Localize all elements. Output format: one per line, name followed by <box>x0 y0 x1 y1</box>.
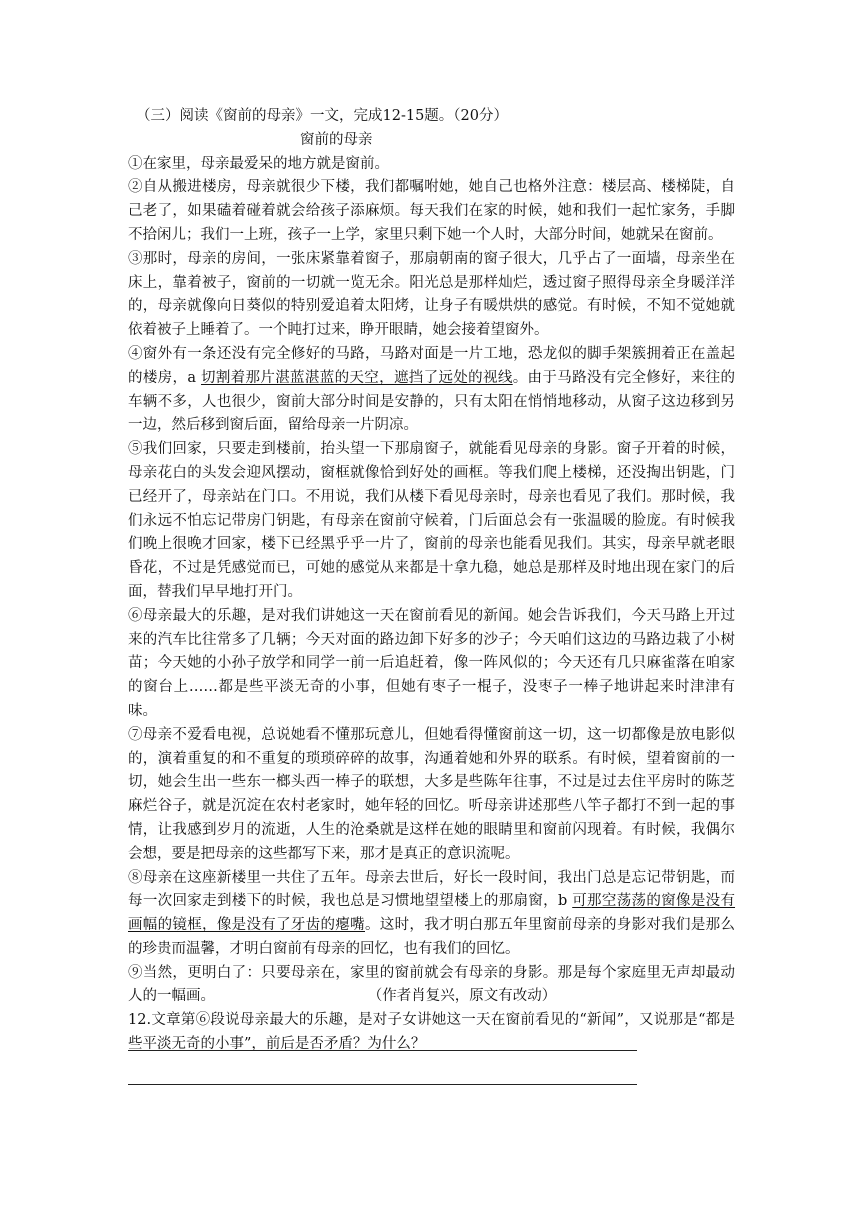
paragraph-2: ②自从搬进楼房，母亲就很少下楼，我们都嘱咐她，她自己也格外注意：楼层高、楼梯陡，自己老了，如果磕着碰着就会给孩子添麻烦。每天我们在家的时候，她和我们一起忙家务，手脚不拾闲儿；我们一上班，孩子一上学，家里只剩下她一个人时，大部分时间，她就呆在窗前。 <box>128 179 735 243</box>
paragraph-4-text-end: 。由于马路没有完全修好，来往的车辆不多，人也很少，窗前大部分时间是安静的，只有太阳在悄悄地移动，从窗子这边移到另一边，然后移到窗后面，留给母亲一片阴凉。 <box>128 369 736 434</box>
reading-passage <box>128 105 735 1057</box>
paragraph-7: ⑦母亲不爱看电视，总说她看不懂那玩意儿，但她看得懂窗前这一切，这一切都像是放电影似的，演着重复的和不重复的琐琐碎碎的故事，沟通着她和外界的联系。有时候，望着窗前的一切，她会生出一些东一榔头西一棒子的联想，大多是些陈年往事，不过是过去住平房时的陈芝麻烂谷子，就是沉淀在农村老家时，她年轻的回忆。听母亲讲述那些八竿子都打不到一起的事情，让我感到岁月的流逝，人生的沧桑就是这样在她的眼睛里和窗前闪现着。有时候，我偶尔会想，要是把母亲的这些都写下来，那才是真正的意识流呢。 <box>128 726 735 862</box>
paragraph-6: ⑥母亲最大的乐趣，是对我们讲她这一天在窗前看见的新闻。她会告诉我们，今天马路上开过来的汽车比往常多了几辆；今天对面的路边卸下好多的沙子；今天咱们这边的马路边栽了小树苗；今天她的小孙子放学和同学一前一后追赶着，像一阵风似的；今天还有几只麻雀落在咱家的窗台上……都是些平淡无奇的小事，但她有枣子一棍子，没枣子一棒子地讲起来时津津有味。 <box>128 607 735 719</box>
answer-line-1[interactable] <box>128 1050 637 1051</box>
underlined-sentence-b: 可那空荡荡的窗像是没有画幅的镜框，像是没有了牙齿的瘪嘴 <box>128 893 736 934</box>
paragraph-8-text-end: 。这时，我才明白那五年里窗前母亲的身影对我们是那么的珍贵而温馨，才明白窗前有母亲的回忆，也有我们的回忆。 <box>128 917 735 957</box>
paragraph-9-text: ⑨当然，更明白了：只要母亲在，家里的窗前就会有母亲的身影。那是每个家庭里无声却最动人的一幅画。 <box>128 964 735 1005</box>
author-credit: （作者肖复兴，原文有改动） <box>375 988 557 1005</box>
question-12: 12.文章第⑥段说母亲最大的乐趣，是对子女讲她这一天在窗前看见的“新闻”，又说那是“都是些平淡无奇的小事”，前后是否矛盾？为什么？ <box>128 1012 735 1053</box>
paragraph-4 <box>128 343 735 438</box>
article-title: 窗前的母亲 <box>300 131 373 148</box>
section-heading: （三）阅读《窗前的母亲》一文，完成12-15题。（20分） <box>136 108 508 124</box>
paragraph-1: ①在家里，母亲最爱呆的地方就是窗前。 <box>128 155 389 172</box>
paragraph-4-text-start: ④窗外有一条还没有完全修好的马路，马路对面是一片工地，恐龙似的脚手架簇拥着正在盖起的楼房，a <box>128 345 735 386</box>
answer-line-2[interactable] <box>128 1084 637 1085</box>
paragraph-8-text-start: ⑧母亲在这座新楼里一共住了五年。母亲去世后，好长一段时间，我出门总是忘记带钥匙，而每一次回家走到楼下的时候，我也总是习惯地望望楼上的那扇窗，b <box>128 869 735 910</box>
paragraph-3: ③那时，母亲的房间，一张床紧靠着窗子，那扇朝南的窗子很大，几乎占了一面墙，母亲坐在床上，靠着被子，窗前的一切就一览无余。阳光总是那样灿烂，透过窗子照得母亲全身暖洋洋的，母亲就像向日葵似的特别爱追着太阳烤，让身子有暖烘烘的感觉。有时候，不知不觉她就依着被子上睡着了。一个盹打过来，睁开眼睛，她会接着望窗外。 <box>128 250 735 339</box>
paragraph-5: ⑤我们回家，只要走到楼前，抬头望一下那扇窗子，就能看见母亲的身影。窗子开着的时候，母亲花白的头发会迎风摆动，窗框就像恰到好处的画框。等我们爬上楼梯，还没掏出钥匙，门已经开了，母亲站在门口。不用说，我们从楼下看见母亲时，母亲也看见了我们。那时候，我们永远不怕忘记带房门钥匙，有母亲在窗前守候着，门后面总会有一张温暖的脸庞。有时候我们晚上很晚才回家，楼下已经黑乎乎一片了，窗前的母亲也能看见我们。其实，母亲早就老眼昏花，不过是凭感觉而已，可她的感觉从来都是十拿九稳，她总是那样及时地出现在家门的后面，替我们早早地打开门。 <box>128 441 735 600</box>
paragraph-9 <box>128 962 735 1010</box>
underlined-sentence-a: 切割着那片湛蓝湛蓝的天空，遮挡了远处的视线 <box>200 369 513 386</box>
paragraph-8 <box>128 867 735 962</box>
